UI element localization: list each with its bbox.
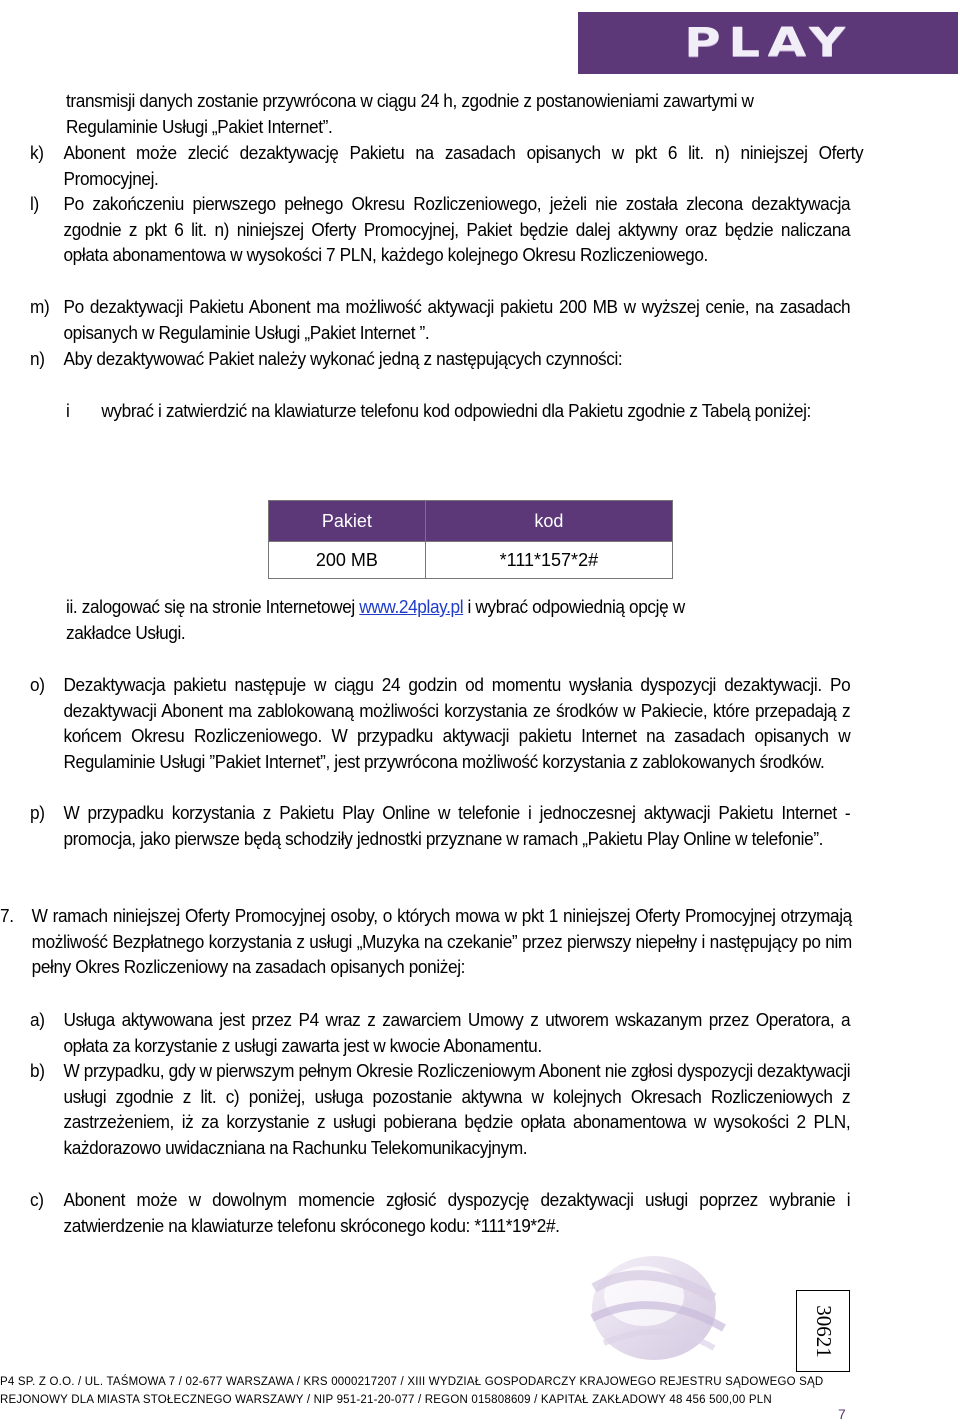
package-code-table xyxy=(268,500,673,579)
website-link[interactable]: www.24play.pl xyxy=(359,596,464,617)
list-item-label: p) xyxy=(30,802,45,823)
list-item-label: n) xyxy=(30,348,45,369)
sub-item-ii-suffix: i wybrać odpowiednią opcję w xyxy=(463,596,685,617)
table-cell: 200 MB xyxy=(269,542,426,579)
play-swirl-graphic xyxy=(574,1248,742,1362)
table-header-cell: Pakiet xyxy=(269,501,426,542)
sub-item-label: i xyxy=(66,400,70,421)
sub-item-ii-line-2: zakładce Usługi. xyxy=(66,621,186,643)
list-item-label: o) xyxy=(30,674,45,695)
list-item-text: W przypadku, gdy w pierwszym pełnym Okresie Rozliczeniowym Abonent nie zgłosi dyspozycji dezaktywacji usługi zgodnie z lit. c) poniżej, usługa pozostanie aktywna w kolejnych Okresach Rozliczeniowych z zastrzeżeniem, iż za korzystanie z usługi pobierana będzie opłata abonamentowa w wysokości 2 PLN, każdorazowo uwidaczniana na Rachunku Telekomunikacyjnym. xyxy=(63,1060,851,1158)
list-item-text: Usługa aktywowana jest przez P4 wraz z zawarciem Umowy z utworem wskazanym przez Operatora, a opłata za korzystanie z usługi zawarta jest w kwocie Abonamentu. xyxy=(63,1009,851,1056)
list-item-text: Abonent może zlecić dezaktywację Pakietu na zasadach opisanych w pkt 6 lit. n) niniejszej Oferty Promocyjnej. xyxy=(63,142,864,189)
footer-line-1: P4 SP. Z O.O. / UL. TAŚMOWA 7 / 02-677 WARSZAWA / KRS 0000217207 / XIII WYDZIAŁ GOSPODARCZY KRAJOWEGO REJESTRU SĄDOWEGO SĄD xyxy=(0,1376,824,1388)
page-number: 7 xyxy=(838,1406,846,1422)
list-item-text: W przypadku korzystania z Pakietu Play Online w telefonie i jednoczesnej aktywacji Pakietu Internet - promocja, jako pierwsze będą schodziły jednostki przyznane w ramach „Pakietu Play Online w telefonie”. xyxy=(63,802,851,849)
table-header-row xyxy=(269,501,673,542)
table-row xyxy=(269,542,673,579)
list-item-label: a) xyxy=(30,1009,45,1030)
sub-item-ii xyxy=(66,594,884,645)
intro-line-2: Regulaminie Usługi „Pakiet Internet”. xyxy=(66,115,333,137)
sub-item-ii-line-1 xyxy=(66,594,884,620)
logo-text: PLAY xyxy=(683,20,853,66)
table-cell: *111*157*2# xyxy=(425,542,672,579)
footer-line-2: REJONOWY DLA MIASTA STOŁECZNEGO WARSZAWY / NIP 951-21-20-077 / REGON 015808609 / KAPITAŁ ZAKŁADOWY 48 456 500,00 PLN xyxy=(0,1394,772,1406)
sub-item-text: wybrać i zatwierdzić na klawiaturze telefonu kod odpowiedni dla Pakietu zgodnie z Tabelą poniżej: xyxy=(101,400,811,421)
intro-line-1: transmisji danych zostanie przywrócona w ciągu 24 h, zgodnie z postanowieniami zawartymi w xyxy=(66,90,754,111)
list-item-text: Po zakończeniu pierwszego pełnego Okresu Rozliczeniowego, jeżeli nie została zlecona dezaktywacja zgodnie z pkt 6 lit. n) niniejszej Oferty Promocyjnej, Pakiet będzie dalej aktywny oraz będzie naliczana opłata abonamentowa w wysokości 7 PLN, każdego kolejnego Okresu Rozliczeniowego. xyxy=(63,193,851,266)
list-item-text: Dezaktywacja pakietu następuje w ciągu 24 godzin od momentu wysłania dyspozycji dezaktywacji. Po dezaktywacji Abonent ma zablokowaną możliwości korzystania ze środków w Pakiecie, które przepadają z końcem Okresu Rozliczeniowego. W przypadku aktywacji pakietu Internet na zasadach opisanych w Regulaminie Usługi ”Pakiet Internet”, jest przywrócona możliwość korzystania z zablokowanych środków. xyxy=(63,674,851,772)
play-logo xyxy=(578,12,958,74)
table-header-cell: kod xyxy=(425,501,672,542)
section-text: W ramach niniejszej Oferty Promocyjnej osoby, o których mowa w pkt 1 niniejszej Oferty Promocyjnej otrzymają możliwość Bezpłatnego korzystania z usługi „Muzyka na czekanie” przez pierwszy niepełny i następujący po nim pełny Okres Rozliczeniowy na zasadach opisanych poniżej: xyxy=(31,905,852,978)
list-item-label: b) xyxy=(30,1060,45,1081)
list-item-text: Abonent może w dowolnym momencie zgłosić dyspozycję dezaktywacji usługi poprzez wybranie i zatwierdzenie na klawiaturze telefonu skróconego kodu: *111*19*2#. xyxy=(63,1189,851,1236)
list-item-label: k) xyxy=(30,142,44,163)
list-item-text: Po dezaktywacji Pakietu Abonent ma możliwość aktywacji pakietu 200 MB w wyższej cenie, na zasadach opisanych w Regulaminie Usługi „Pakiet Internet ”. xyxy=(63,296,851,343)
list-item-label: l) xyxy=(30,193,39,214)
intro-continuation xyxy=(66,88,903,139)
section-number: 7. xyxy=(0,905,14,926)
sub-item-ii-prefix: ii. zalogować się na stronie Internetowej xyxy=(66,596,360,617)
stamp-number: 30621 xyxy=(811,1304,836,1358)
document-stamp xyxy=(796,1290,850,1372)
list-item-text: Aby dezaktywować Pakiet należy wykonać jedną z następujących czynności: xyxy=(63,348,623,369)
list-item-label: c) xyxy=(30,1189,44,1210)
list-item-label: m) xyxy=(30,296,50,317)
